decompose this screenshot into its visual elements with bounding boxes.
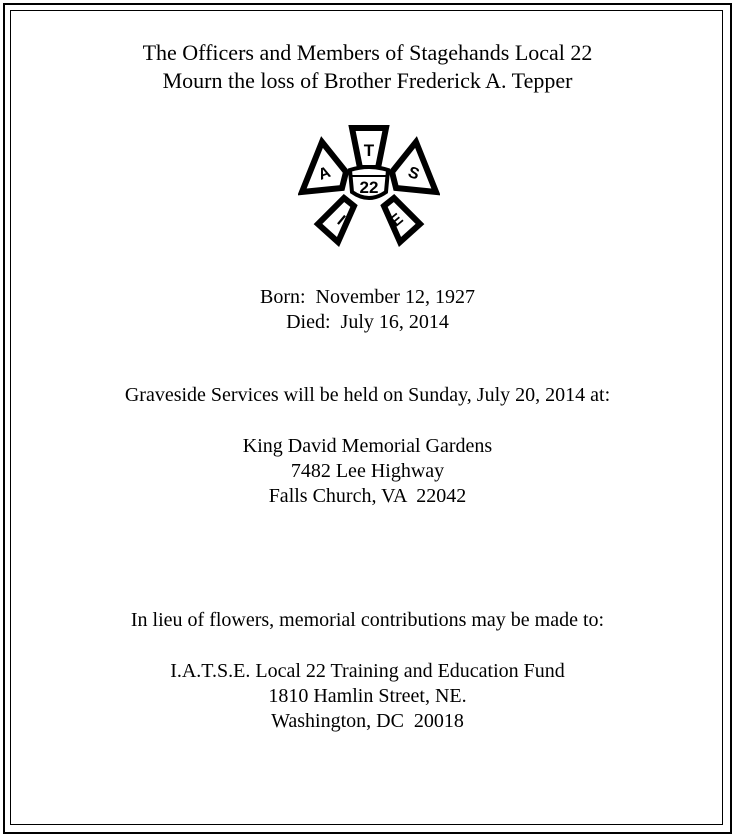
- contributions-street: 1810 Hamlin Street, NE.: [268, 685, 467, 707]
- logo-number: 22: [359, 178, 379, 197]
- contributions-city: Washington, DC 20018: [271, 710, 464, 732]
- born-date: Born: November 12, 1927: [260, 286, 475, 308]
- contributions-org: I.A.T.S.E. Local 22 Training and Education Fund: [170, 660, 565, 682]
- logo-letter-a: A: [316, 163, 333, 184]
- contributions-intro: In lieu of flowers, memorial contributions may be made to:: [130, 609, 605, 631]
- header-line-1: The Officers and Members of Stagehands Local 22: [142, 40, 593, 65]
- services-venue: King David Memorial Gardens: [242, 435, 493, 457]
- services-city: Falls Church, VA 22042: [268, 485, 467, 507]
- died-date: Died: July 16, 2014: [286, 311, 449, 333]
- logo-letter-i: I: [333, 212, 349, 229]
- services-street: 7482 Lee Highway: [290, 460, 445, 482]
- services-intro: Graveside Services will be held on Sunday, July 20, 2014 at:: [124, 384, 611, 406]
- iatse-logo-icon: [298, 120, 440, 250]
- logo-letter-e: E: [387, 210, 407, 231]
- logo-letter-s: S: [405, 163, 422, 184]
- logo-letter-t: T: [363, 141, 375, 160]
- header-line-2: Mourn the loss of Brother Frederick A. Tepper: [162, 68, 573, 93]
